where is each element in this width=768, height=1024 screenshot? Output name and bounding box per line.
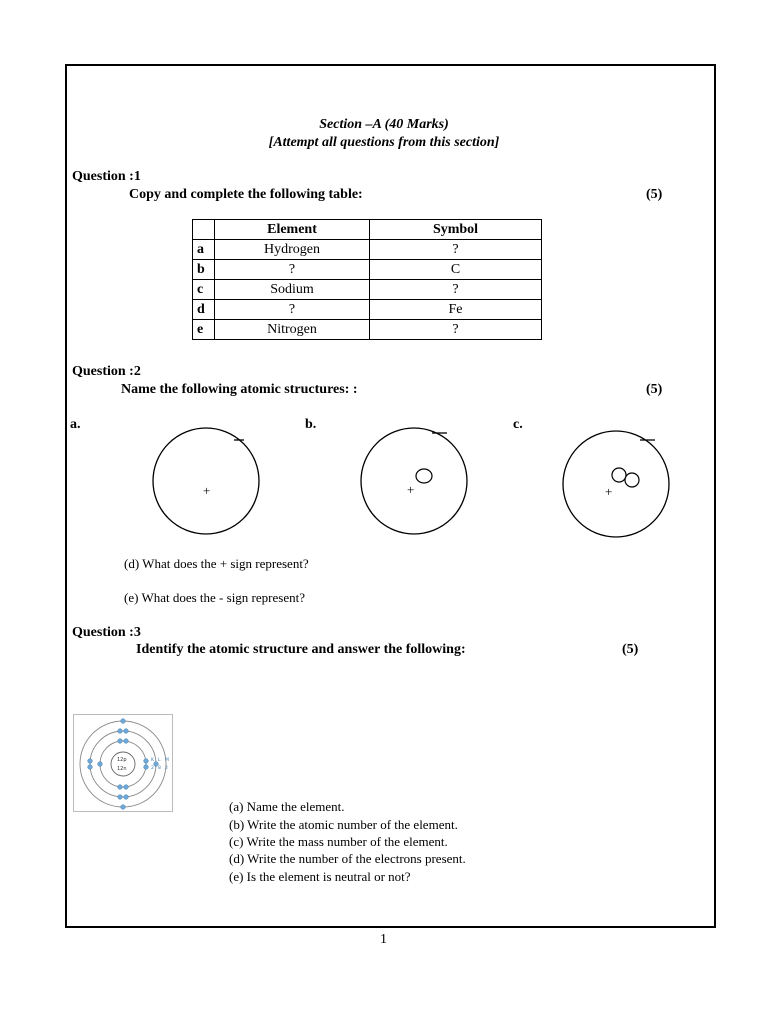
q1-text: Copy and complete the following table:	[129, 187, 363, 202]
element-cell: Nitrogen	[215, 320, 370, 340]
atom-b	[361, 428, 467, 534]
nucleus-plus-sign: +	[407, 482, 415, 497]
structure-label-c: c.	[513, 417, 523, 432]
table-header: Element	[215, 220, 370, 240]
row-key: e	[193, 320, 215, 340]
nucleus-plus-sign: +	[203, 483, 211, 498]
svg-text:12p: 12p	[117, 757, 127, 763]
svg-text:L: L	[158, 758, 161, 763]
q3-text: Identify the atomic structure and answer the following:	[136, 642, 466, 657]
q1-heading: Question :1	[72, 169, 141, 184]
symbol-cell: ?	[370, 240, 542, 260]
svg-text:8: 8	[158, 766, 161, 771]
row-key: b	[193, 260, 215, 280]
symbol-cell: Fe	[370, 300, 542, 320]
bohr-model-icon	[74, 715, 172, 811]
q3-marks: (5)	[622, 642, 639, 657]
q2-sub-d: (d) What does the + sign represent?	[124, 556, 309, 571]
atom-a	[153, 428, 259, 534]
q2-sub-e: (e) What does the - sign represent?	[124, 590, 305, 605]
q3-question-b: (b) Write the atomic number of the element.	[229, 817, 458, 832]
table-header: Symbol	[370, 220, 542, 240]
symbol-cell: ?	[370, 320, 542, 340]
q3-question-a: (a) Name the element.	[229, 799, 345, 814]
svg-text:12n: 12n	[117, 766, 127, 772]
q3-question-e: (e) Is the element is neutral or not?	[229, 869, 411, 884]
page-number: 1	[380, 932, 387, 947]
row-key: c	[193, 280, 215, 300]
atom-b-orbit	[361, 428, 467, 534]
svg-text:2: 2	[151, 766, 154, 771]
q2-text: Name the following atomic structures: :	[121, 382, 358, 397]
nucleus-plus-sign: +	[605, 484, 613, 499]
neutron-circle	[612, 468, 626, 482]
q3-question-d: (d) Write the number of the electrons present.	[229, 851, 466, 866]
symbol-cell: C	[370, 260, 542, 280]
svg-text:K: K	[151, 758, 154, 763]
magnesium-shell-diagram	[73, 714, 173, 812]
structure-label-b: b.	[305, 417, 317, 432]
element-cell: ?	[215, 260, 370, 280]
q1-marks: (5)	[646, 187, 663, 202]
q3-question-c: (c) Write the mass number of the element.	[229, 834, 448, 849]
structure-label-a: a.	[70, 417, 81, 432]
q3-heading: Question :3	[72, 625, 141, 640]
atom-c	[563, 431, 669, 537]
q2-heading: Question :2	[72, 364, 141, 379]
q2-marks: (5)	[646, 382, 663, 397]
row-key: d	[193, 300, 215, 320]
row-key: a	[193, 240, 215, 260]
section-title: Section –A (40 Marks)	[319, 117, 449, 132]
atom-c-orbit	[563, 431, 669, 537]
element-cell: Hydrogen	[215, 240, 370, 260]
element-cell: ?	[215, 300, 370, 320]
atom-a-orbit	[153, 428, 259, 534]
symbol-cell: ?	[370, 280, 542, 300]
svg-text:2: 2	[165, 766, 168, 771]
section-subtitle: [Attempt all questions from this section]	[268, 135, 500, 150]
svg-text:M: M	[165, 758, 169, 763]
neutron-circle	[625, 473, 639, 487]
neutron-circle	[416, 469, 432, 483]
element-cell: Sodium	[215, 280, 370, 300]
